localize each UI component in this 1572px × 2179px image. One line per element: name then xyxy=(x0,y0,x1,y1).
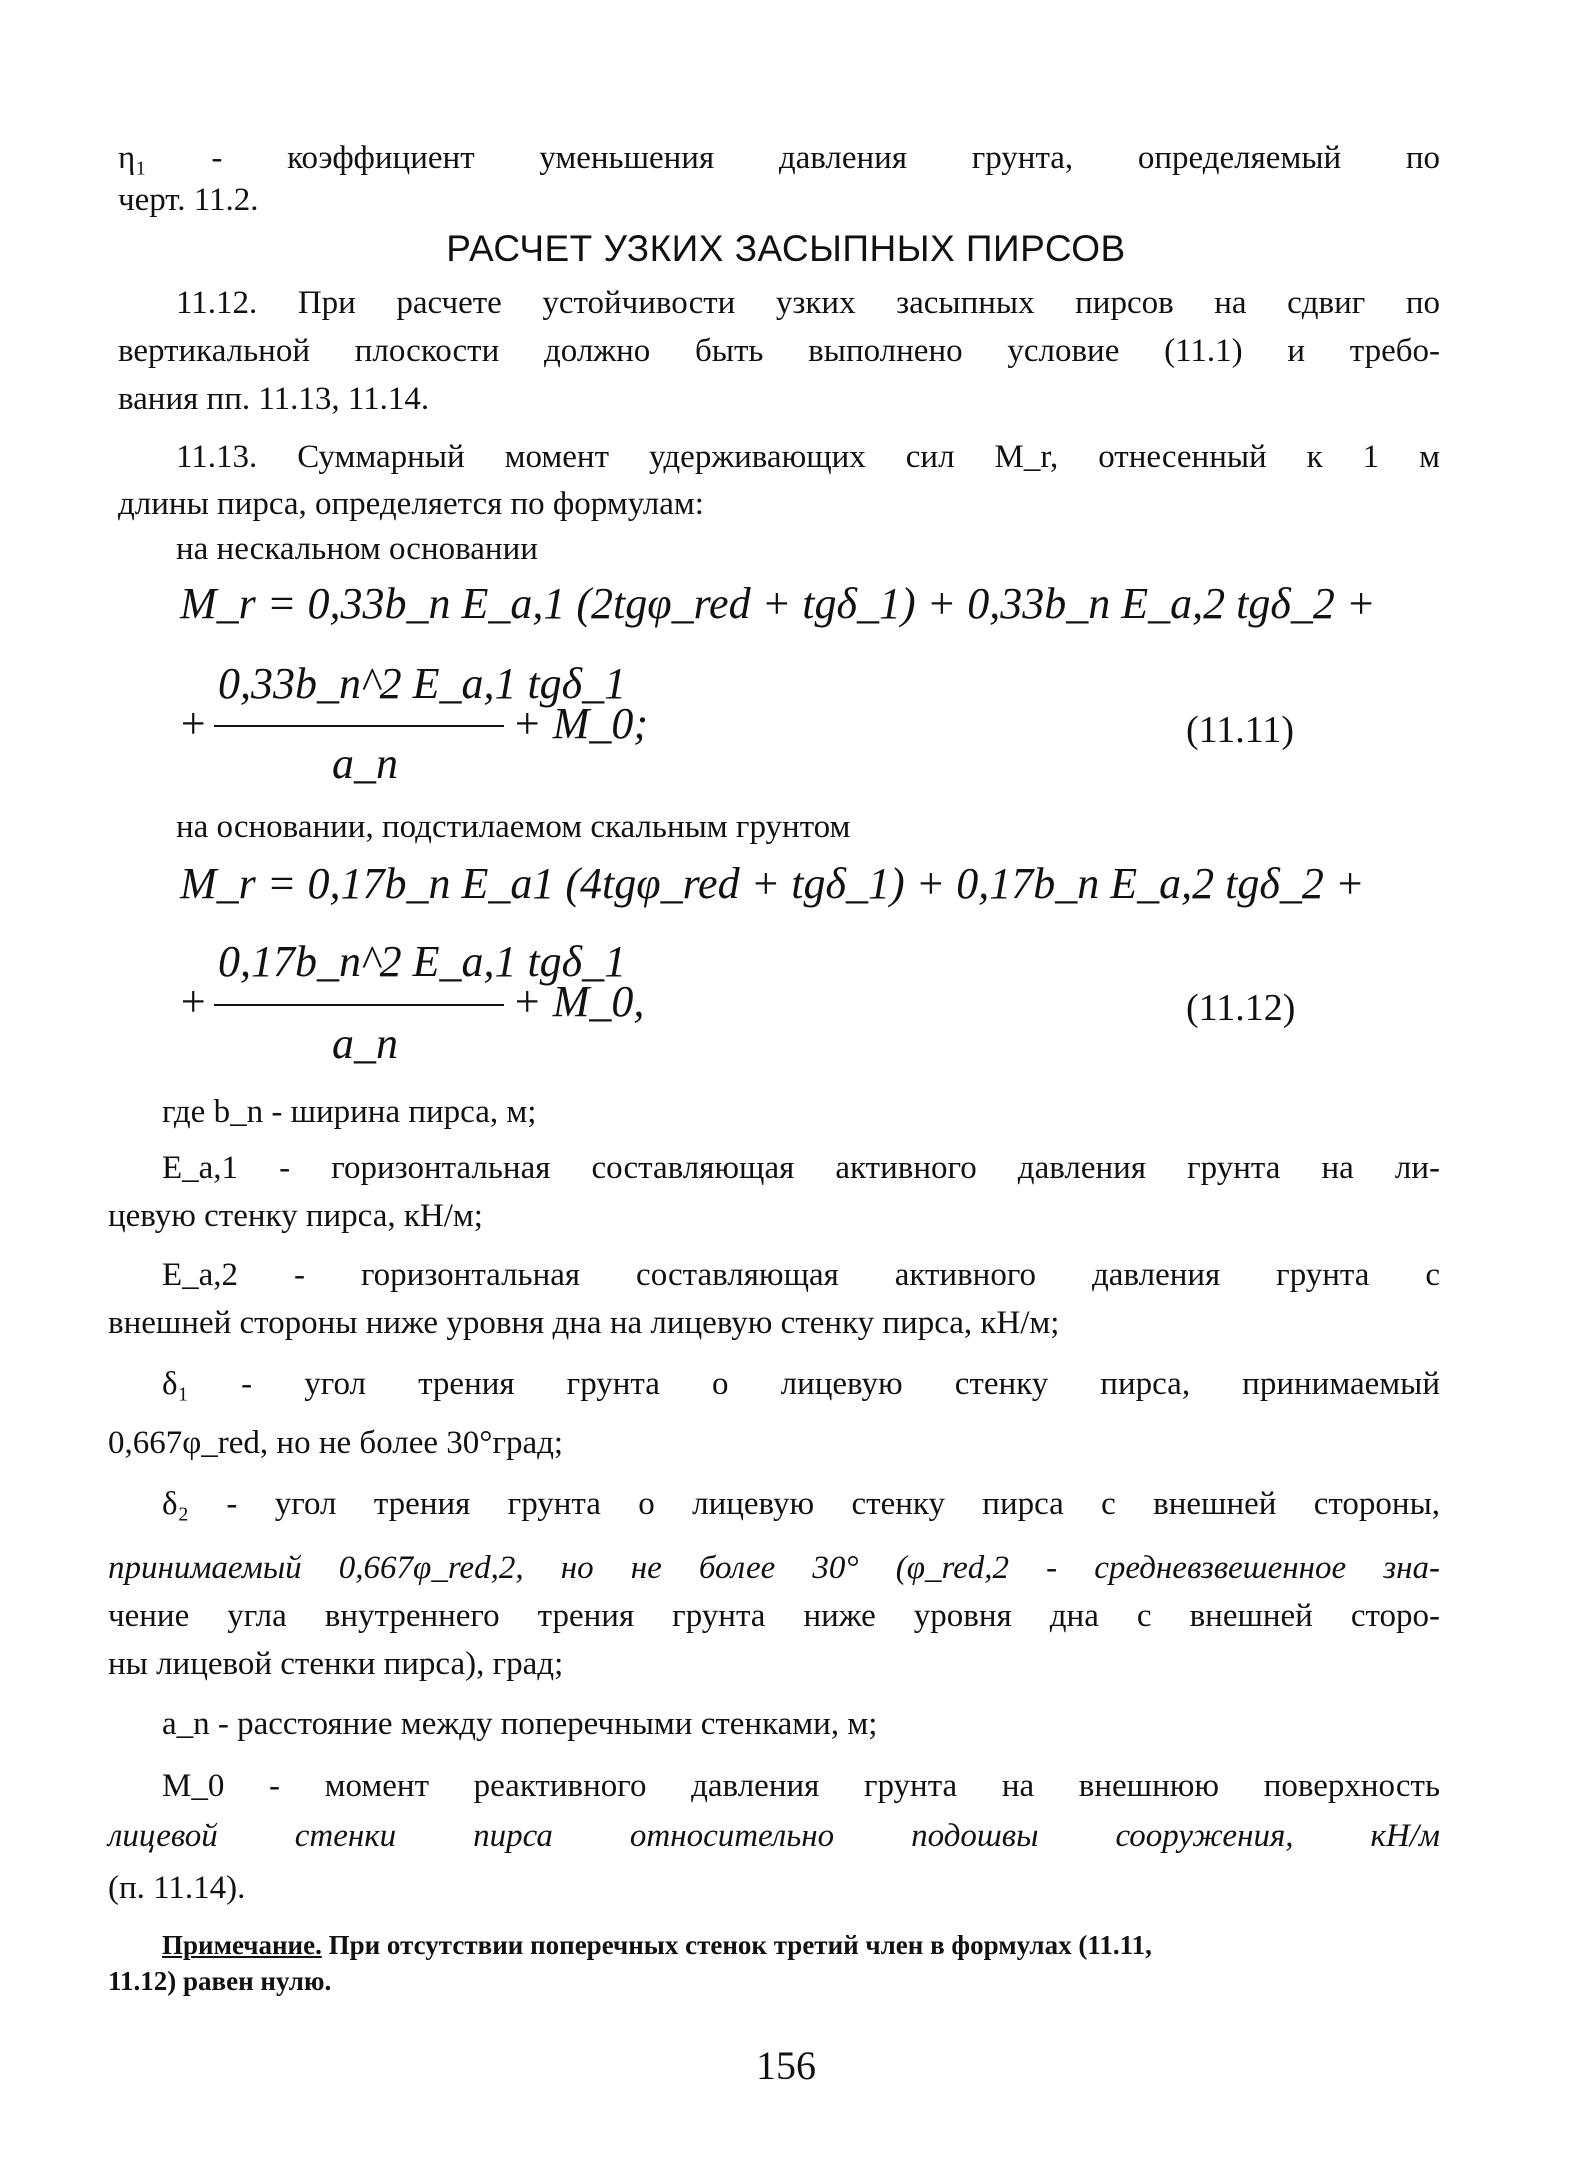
note-text: При отсутствии поперечных стенок третий член в формулах (11.11, xyxy=(328,1930,1152,1960)
formula-11-12-tail: + M_0, xyxy=(512,977,645,1026)
note-label: Примечание. xyxy=(162,1930,322,1960)
text-line: δ₂ - угол трения грунта о лицевую стенку пирса с внешней стороны, xyxy=(162,1486,1440,1522)
fraction-bar xyxy=(214,725,504,727)
equation-number-11-11: (11.11) xyxy=(1186,709,1294,751)
text-line: цевую стенку пирса, кН/м; xyxy=(108,1198,483,1234)
formula-11-11-numerator: 0,33b_n^2 E_a,1 tgδ_1 xyxy=(218,659,627,708)
text-line: чение угла внутреннего трения грунта ниже уровня дна с внешней сторо- xyxy=(108,1598,1440,1634)
text-line: 11.12. При расчете устойчивости узких засыпных пирсов на сдвиг по xyxy=(176,285,1440,321)
text-line: внешней стороны ниже уровня дна на лицевую стенку пирса, кН/м; xyxy=(108,1305,1060,1341)
formula-11-11-denominator: a_n xyxy=(332,739,398,788)
page-number: 156 xyxy=(756,2043,816,2088)
text-line: лицевой стенки пирса относительно подошвы сооружения, кН/м xyxy=(108,1818,1440,1854)
text-line: ны лицевой стенки пирса), град; xyxy=(108,1646,564,1682)
text-line: M_0 - момент реактивного давления грунта на внешнюю поверхность xyxy=(162,1768,1440,1804)
text-line: длины пирса, определяется по формулам: xyxy=(118,486,704,522)
text-line: η₁ - коэффициент уменьшения давления грунта, определяемый по xyxy=(118,140,1440,176)
formula-11-11-tail: + M_0; xyxy=(512,699,648,748)
fraction-bar xyxy=(214,1004,504,1006)
section-heading: РАСЧЕТ УЗКИХ ЗАСЫПНЫХ ПИРСОВ xyxy=(446,228,1126,269)
formula-plus: + xyxy=(178,699,208,748)
equation-number-11-12: (11.12) xyxy=(1186,987,1296,1029)
text-line: E_a,2 - горизонтальная составляющая активного давления грунта с xyxy=(162,1257,1440,1293)
text-line: вания пп. 11.13, 11.14. xyxy=(118,381,430,417)
text-line: E_a,1 - горизонтальная составляющая активного давления грунта на ли- xyxy=(162,1150,1440,1186)
text-line: a_n - расстояние между поперечными стенками, м; xyxy=(162,1706,878,1742)
text-line: (п. 11.14). xyxy=(108,1870,246,1906)
text-line: δ₁ - угол трения грунта о лицевую стенку пирса, принимаемый xyxy=(162,1366,1440,1402)
formula-11-11-line1: M_r = 0,33b_n E_a,1 (2tgφ_red + tgδ_1) + 0,33b_n E_a,2 tgδ_2 + xyxy=(180,579,1376,628)
formula-11-12-line1: M_r = 0,17b_n E_a1 (4tgφ_red + tgδ_1) + 0,17b_n E_a,2 tgδ_2 + xyxy=(180,859,1365,908)
text-line: 0,667φ_red, но не более 30°град; xyxy=(108,1425,564,1461)
text-line: где b_n - ширина пирса, м; xyxy=(162,1094,537,1130)
text-line: на нескальном основании xyxy=(176,531,538,567)
text-line: 11.13. Суммарный момент удерживающих сил M_r, отнесенный к 1 м xyxy=(176,439,1440,475)
note-line-2: 11.12) равен нулю. xyxy=(108,1966,332,1996)
text-line: вертикальной плоскости должно быть выполнено условие (11.1) и требо- xyxy=(118,333,1440,369)
text-line: черт. 11.2. xyxy=(118,182,259,218)
formula-11-12-numerator: 0,17b_n^2 E_a,1 tgδ_1 xyxy=(218,937,627,986)
text-line: принимаемый 0,667φ_red,2, но не более 30° (φ_red,2 - средневзвешенное зна- xyxy=(108,1550,1440,1586)
note-line-1 xyxy=(162,1928,1440,1962)
text-line: на основании, подстилаемом скальным грунтом xyxy=(176,809,851,845)
formula-plus: + xyxy=(178,977,208,1026)
formula-11-12-denominator: a_n xyxy=(332,1019,398,1068)
